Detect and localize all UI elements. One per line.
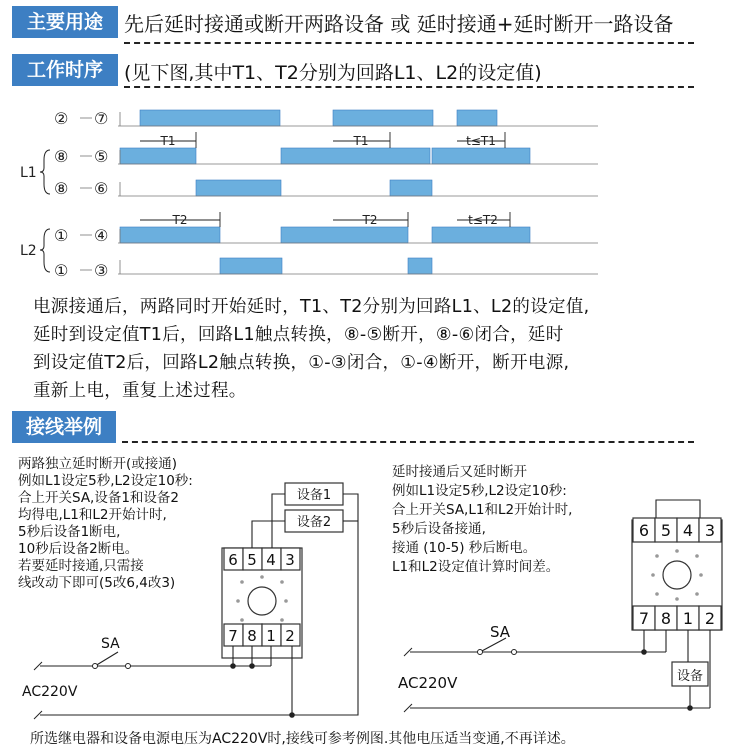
group-l2-label: L2 [20, 243, 37, 259]
pin-label: 1 [266, 627, 276, 645]
pin-label: 2 [704, 609, 716, 628]
divider [124, 86, 694, 88]
example-line: 合上开关SA,L1和L2开始计时, [392, 502, 573, 518]
voltage-label: AC220V [398, 674, 458, 692]
device2-label: 设备2 [296, 515, 332, 530]
group-l1-label: L1 [20, 165, 37, 181]
pin-label: 7 [638, 609, 650, 628]
wiring-badge: 接线举例 [12, 411, 116, 443]
pin-label: 3 [285, 551, 295, 569]
divider [124, 42, 694, 44]
example-line: 例如L1设定5秒,L2设定10秒: [18, 473, 193, 489]
pin-label: 4 [682, 521, 694, 540]
terminal-a: ① [54, 261, 69, 280]
pulse-bar [281, 148, 430, 164]
t1-label: T1 [160, 134, 176, 148]
voltage-label: AC220V [22, 684, 78, 700]
pulse-bar [390, 180, 432, 196]
pin-label: 1 [682, 609, 694, 628]
terminal-b: ④ [94, 226, 109, 245]
example-line: 合上开关SA,设备1和设备2 [18, 490, 180, 506]
example-line: 延时接通后又延时断开 [392, 464, 527, 480]
terminal-b: ⑥ [94, 179, 109, 198]
example-line: 线改动下即可(5改6,4改3) [18, 575, 176, 591]
pin-label: 6 [228, 551, 238, 569]
pin-label: 8 [660, 609, 672, 628]
pin-label: 5 [660, 521, 672, 540]
pulse-bar [408, 258, 432, 274]
usage-badge: 主要用途 [12, 6, 118, 38]
example-line: 接通 (10-5) 秒后断电。 [392, 540, 537, 556]
pulse-bar [140, 110, 280, 126]
l2-brace [40, 229, 50, 272]
device1-label: 设备1 [296, 488, 332, 503]
pulse-bar [120, 227, 220, 243]
t2-limit-label: t≤T2 [468, 213, 498, 227]
t1-label: T1 [353, 134, 369, 148]
pin-label: 3 [704, 521, 716, 540]
example-line: 若要延时接通,只需接 [18, 558, 144, 574]
description-line: 到设定值T2后，回路L2触点转换，①-③闭合，①-④断开，断开电源, [33, 353, 570, 373]
example-line: 例如L1设定5秒,L2设定10秒: [392, 483, 567, 499]
footer-note: 所选继电器和设备电源电压为AC220V时,接线可参考例图.其他电压适当变通,不再详述。 [30, 731, 575, 747]
terminal-b: ⑦ [94, 109, 109, 128]
t1-limit-label: t≤T1 [466, 134, 496, 148]
l1-brace [40, 150, 50, 194]
description [33, 293, 733, 405]
pin-label: 6 [638, 521, 650, 540]
terminal-a: ⑧ [54, 147, 69, 166]
relay-socket [248, 587, 276, 615]
t2-label: T2 [172, 213, 188, 227]
terminal-a: ② [54, 109, 69, 128]
pin-label: 5 [247, 551, 257, 569]
pin-label: 7 [228, 627, 238, 645]
pulse-bar [120, 148, 196, 164]
switch-sa-label: SA [490, 623, 511, 641]
timing-text: (见下图,其中T1、T2分别为回路L1、L2的设定值) [124, 62, 542, 84]
pin-label: 8 [247, 627, 257, 645]
timing-diagram [0, 95, 750, 290]
pulse-bar [432, 148, 530, 164]
pulse-bar [333, 110, 433, 126]
pin-label: 4 [266, 551, 276, 569]
pulse-bar [457, 110, 497, 126]
example-line: L1和L2设定值计算时间差。 [392, 559, 560, 575]
terminal-b: ③ [94, 261, 109, 280]
right-wiring-diagram [380, 490, 750, 720]
pulse-bar [196, 180, 281, 196]
divider [122, 441, 694, 443]
description-line: 重新上电，重复上述过程。 [33, 381, 247, 401]
left-wiring-diagram [0, 470, 380, 730]
pulse-bar [281, 227, 408, 243]
description-line: 电源接通后，两路同时开始延时，T1、T2分别为回路L1、L2的设定值, [33, 297, 590, 317]
relay-socket [663, 561, 691, 589]
terminal-a: ⑧ [54, 179, 69, 198]
description-line: 延时到设定值T1后，回路L1触点转换，⑧-⑤断开，⑧-⑥闭合，延时 [33, 325, 564, 345]
device-label: 设备 [676, 669, 704, 684]
pulse-bar [220, 258, 282, 274]
timing-badge: 工作时序 [12, 54, 118, 86]
pin-label: 2 [285, 627, 295, 645]
example-line: 10秒后设备2断电。 [18, 541, 139, 557]
t2-label: T2 [362, 213, 378, 227]
terminal-b: ⑤ [94, 147, 109, 166]
example-line: 5秒后设备接通, [392, 521, 486, 537]
terminal-a: ① [54, 226, 69, 245]
example-line: 两路独立延时断开(或接通) [18, 456, 178, 472]
pulse-bar [432, 227, 530, 243]
example-line: 5秒后设备1断电, [18, 524, 121, 540]
example-line: 均得电,L1和L2开始计时, [18, 507, 167, 523]
usage-text: 先后延时接通或断开两路设备 或 延时接通+延时断开一路设备 [124, 12, 674, 36]
switch-sa-label: SA [101, 636, 120, 652]
